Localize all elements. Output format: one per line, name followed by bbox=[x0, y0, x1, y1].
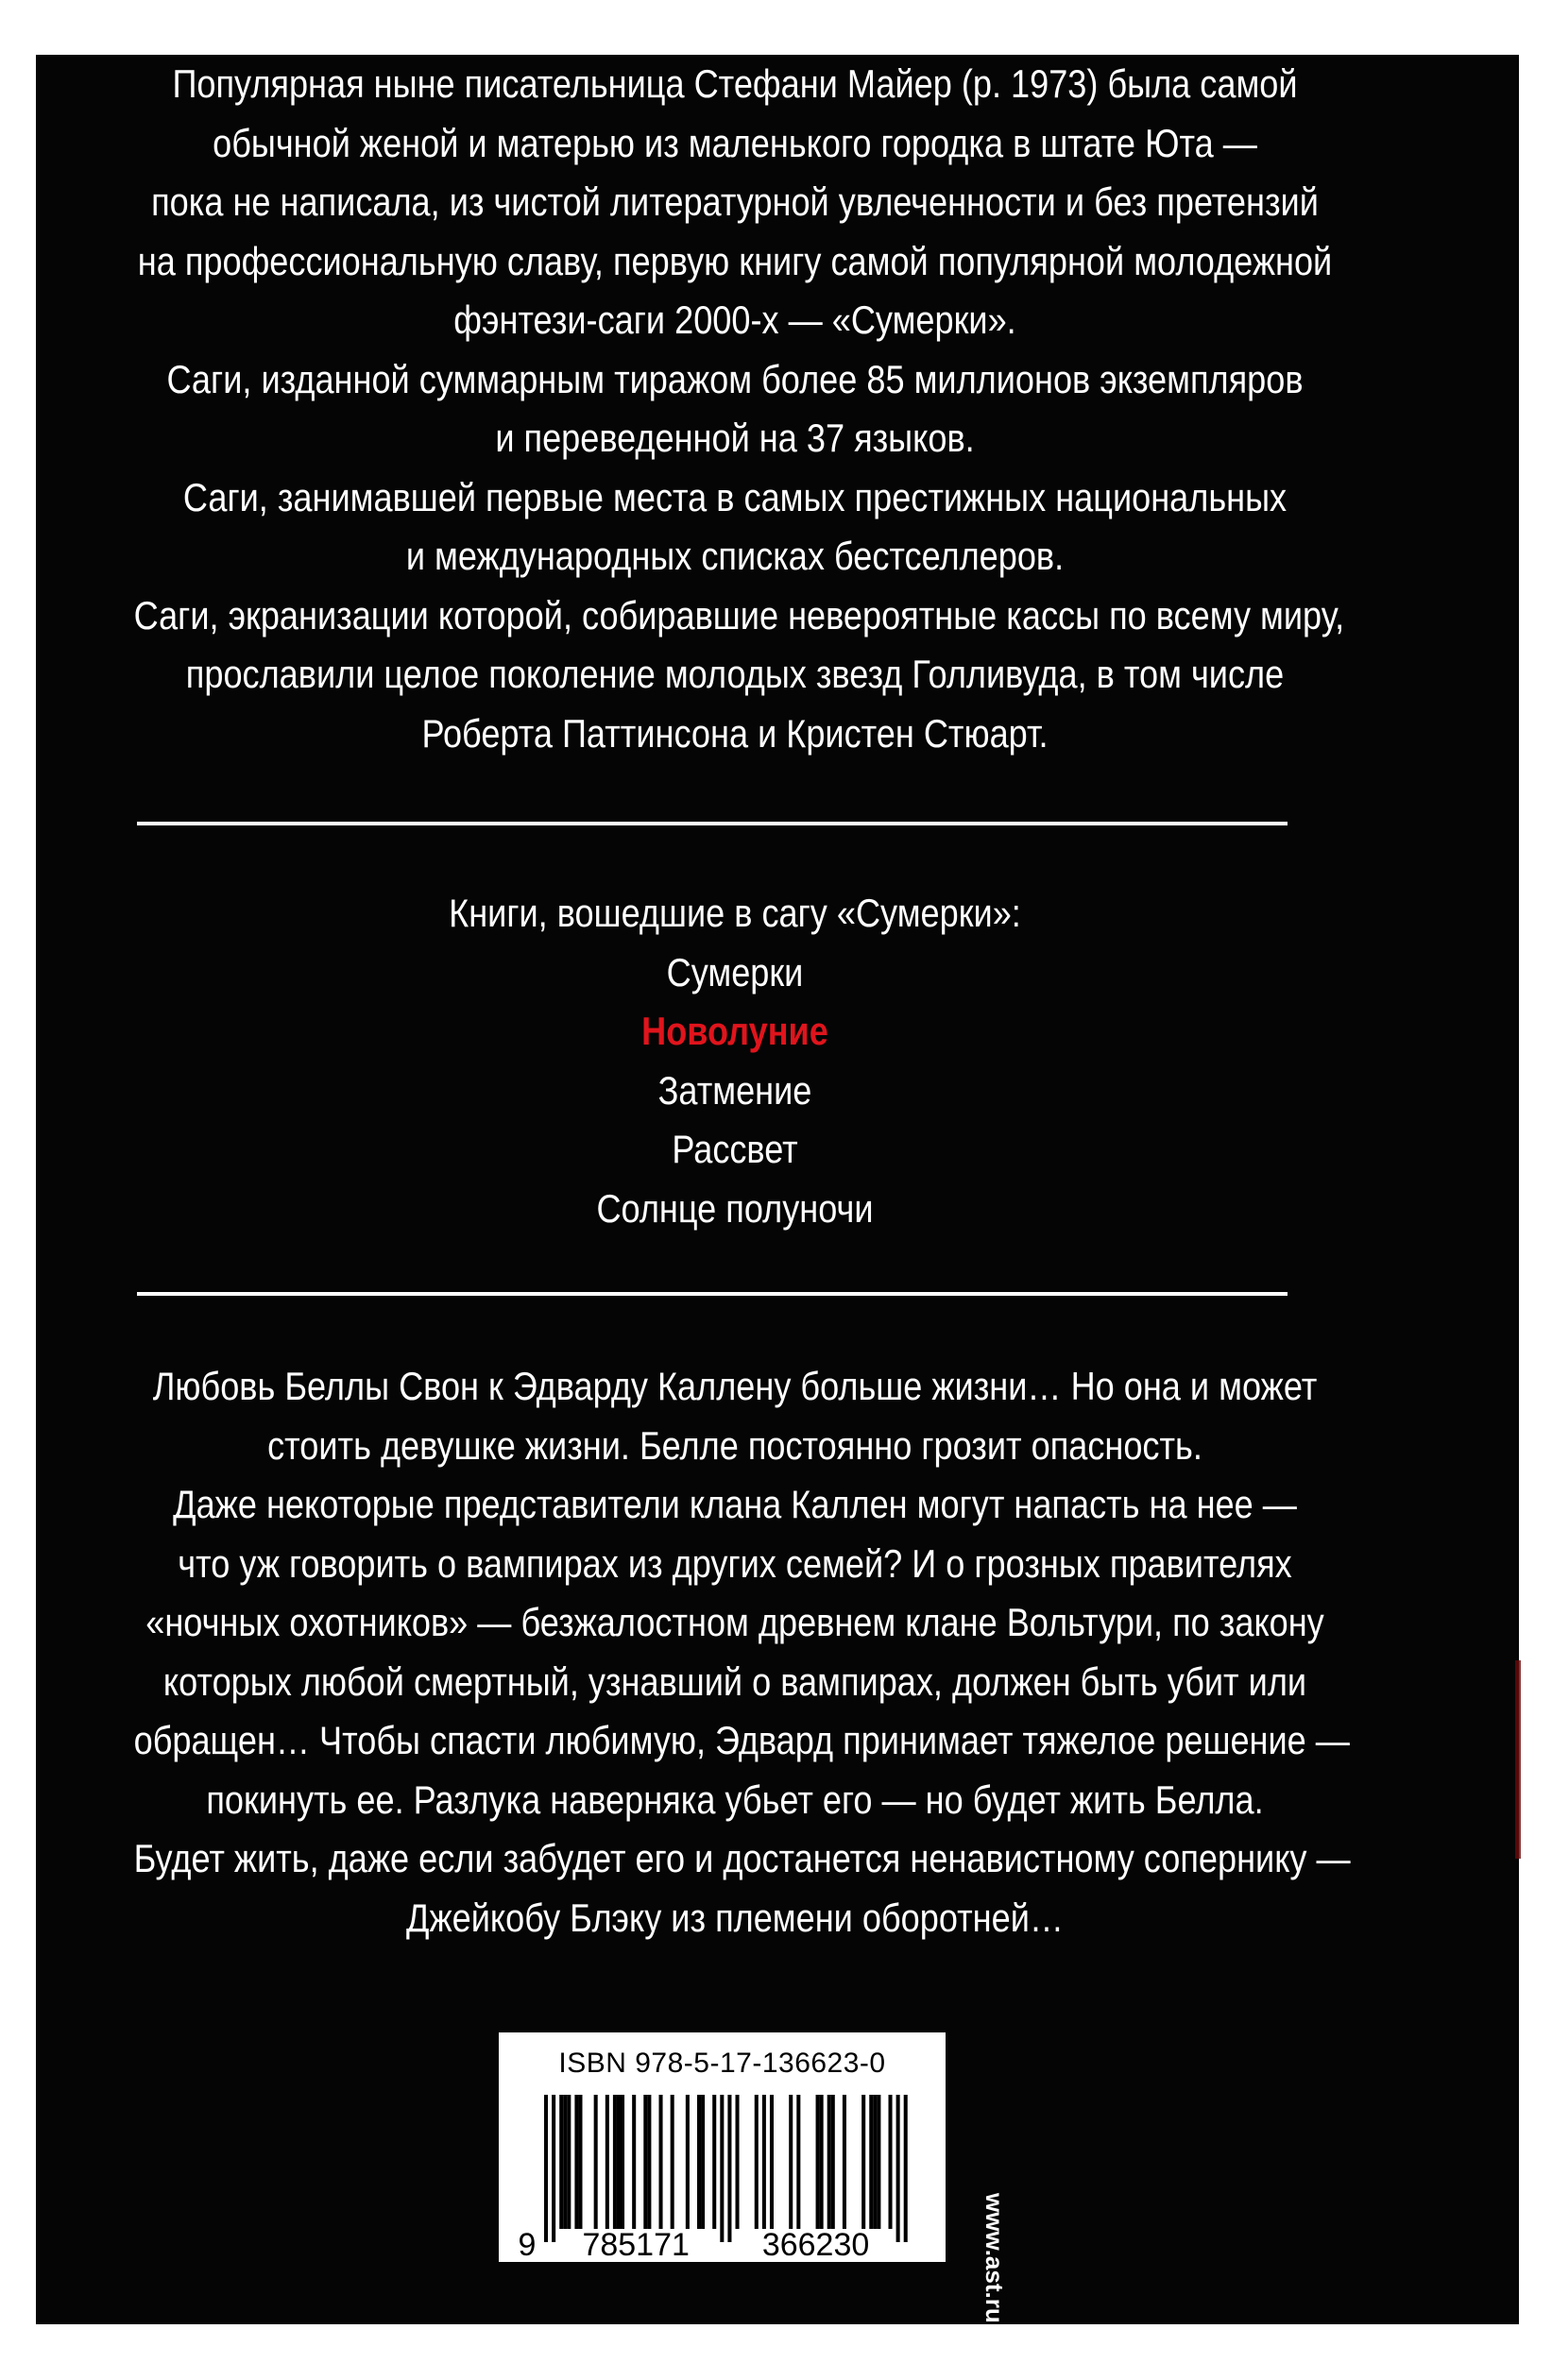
intro-line: Саги, изданной суммарным тиражом более 85 миллионов экземпляров bbox=[166, 356, 1304, 401]
synopsis-text bbox=[133, 1357, 1351, 1947]
book-title: Рассвет bbox=[672, 1127, 798, 1171]
barcode-bar bbox=[861, 2095, 865, 2229]
barcode-bar bbox=[889, 2095, 893, 2229]
barcode-bar bbox=[796, 2095, 800, 2229]
edge-mark bbox=[1515, 1660, 1521, 1859]
synopsis-line: Любовь Беллы Свон к Эдварду Каллену больше жизни… Но она и может bbox=[152, 1364, 1318, 1408]
barcode-bar bbox=[896, 2095, 900, 2242]
intro-line: Саги, экранизации которой, собиравшие невероятные кассы по всему миру, bbox=[133, 592, 1345, 638]
barcode-bar bbox=[617, 2095, 621, 2229]
synopsis-line: «ночных охотников» — безжалостном древнем клане Вольтури, по закону bbox=[145, 1600, 1324, 1644]
barcode-bar bbox=[816, 2095, 820, 2229]
barcode-bar bbox=[831, 2095, 835, 2229]
barcode-bar bbox=[820, 2095, 824, 2229]
barcode-bar bbox=[647, 2095, 651, 2229]
barcode-bar bbox=[697, 2095, 701, 2229]
intro-text bbox=[133, 55, 1345, 763]
barcode-bar bbox=[563, 2095, 567, 2229]
book-title-current: Новолуние bbox=[641, 1009, 828, 1053]
intro-line: Саги, занимавшей первые места в самых престижных национальных bbox=[182, 474, 1288, 519]
barcode-bar bbox=[701, 2095, 705, 2229]
barcode-bar bbox=[762, 2095, 766, 2229]
intro-line: и переведенной на 37 языков. bbox=[495, 416, 975, 460]
divider-bottom bbox=[137, 1292, 1288, 1296]
intro-line: прославили целое поколение молодых звезд Голливуда, в том числе bbox=[185, 652, 1285, 696]
publisher-url: www.ast.ru bbox=[981, 2193, 1009, 2323]
divider-top bbox=[137, 822, 1288, 825]
barcode-bar bbox=[594, 2095, 598, 2229]
barcode-bar bbox=[643, 2095, 647, 2229]
intro-line: пока не написала, из чистой литературной увлеченности и без претензий bbox=[151, 179, 1319, 224]
intro-line: обычной женой и матерью из маленького городка в штате Юта — bbox=[213, 120, 1257, 165]
barcode-bar bbox=[873, 2095, 877, 2229]
synopsis-line: которых любой смертный, узнавший о вампирах, должен быть убит или bbox=[162, 1658, 1307, 1704]
book-title: Затмение bbox=[657, 1067, 812, 1113]
isbn-label: ISBN 978-5-17-136623-0 bbox=[558, 2048, 886, 2079]
barcode-graphic bbox=[499, 2032, 946, 2262]
book-title: Солнце полуночи bbox=[596, 1185, 874, 1231]
barcode-digits-left: 785171 bbox=[582, 2227, 690, 2262]
intro-line: и международных списках бестселлеров. bbox=[405, 534, 1065, 578]
barcode-bar bbox=[755, 2095, 759, 2229]
barcode-bar bbox=[827, 2095, 831, 2229]
intro-line: на профессиональную славу, первую книгу самой популярной молодежной bbox=[137, 238, 1333, 283]
intro-line: Роберта Паттинсона и Кристен Стюарт. bbox=[421, 710, 1049, 756]
barcode-bar bbox=[559, 2095, 563, 2229]
barcode-bar bbox=[574, 2095, 578, 2229]
barcode-bar bbox=[578, 2095, 582, 2229]
barcode-bar bbox=[869, 2095, 873, 2229]
barcode-bar bbox=[789, 2095, 793, 2229]
barcode-bar bbox=[632, 2095, 636, 2229]
barcode-bar bbox=[843, 2095, 846, 2229]
synopsis-line: покинуть ее. Разлука наверняка убьет его — но будет жить Белла. bbox=[206, 1776, 1264, 1822]
intro-line: Популярная ныне писательница Стефани Майер (р. 1973) была самой bbox=[172, 61, 1298, 106]
barcode-bar bbox=[727, 2095, 731, 2242]
barcode-digits-right: 366230 bbox=[761, 2227, 870, 2262]
synopsis-line: Будет жить, даже если забудет его и достанется ненавистному сопернику — bbox=[133, 1836, 1351, 1880]
barcode-bar bbox=[544, 2095, 548, 2242]
barcode-digit-lead: 9 bbox=[518, 2227, 537, 2262]
barcode-bar bbox=[659, 2095, 663, 2229]
series-list bbox=[134, 884, 1337, 1238]
series-heading: Книги, вошедшие в сагу «Сумерки»: bbox=[449, 891, 1021, 935]
synopsis-line: обращен… Чтобы спасти любимую, Эдвард принимает тяжелое решение — bbox=[133, 1718, 1350, 1762]
synopsis-line: Джейкобу Блэку из племени оборотней… bbox=[406, 1895, 1064, 1940]
barcode-bar bbox=[686, 2095, 690, 2229]
back-cover bbox=[36, 55, 1519, 2324]
synopsis-line: Даже некоторые представители клана Каллен могут напасть на нее — bbox=[173, 1482, 1297, 1526]
barcode-bar bbox=[605, 2095, 609, 2229]
barcode-bar bbox=[621, 2095, 624, 2229]
barcode-bar bbox=[720, 2095, 724, 2242]
intro-line: фэнтези-саги 2000-х — «Сумерки». bbox=[453, 298, 1016, 342]
barcode-bar bbox=[770, 2095, 774, 2229]
synopsis-line: стоить девушке жизни. Белле постоянно грозит опасность. bbox=[267, 1422, 1202, 1468]
barcode-bar bbox=[712, 2095, 716, 2229]
barcode-bar bbox=[671, 2095, 674, 2229]
barcode-bar bbox=[613, 2095, 617, 2229]
barcode-bar bbox=[567, 2095, 571, 2229]
barcode-bar bbox=[904, 2095, 908, 2242]
book-title: Сумерки bbox=[666, 949, 804, 994]
synopsis-line: что уж говорить о вампирах из других семей? И о грозных правителях bbox=[178, 1540, 1292, 1586]
barcode-bar bbox=[552, 2095, 555, 2242]
barcode-panel bbox=[499, 2032, 946, 2262]
barcode-bar bbox=[736, 2095, 740, 2229]
barcode-bar bbox=[877, 2095, 880, 2229]
